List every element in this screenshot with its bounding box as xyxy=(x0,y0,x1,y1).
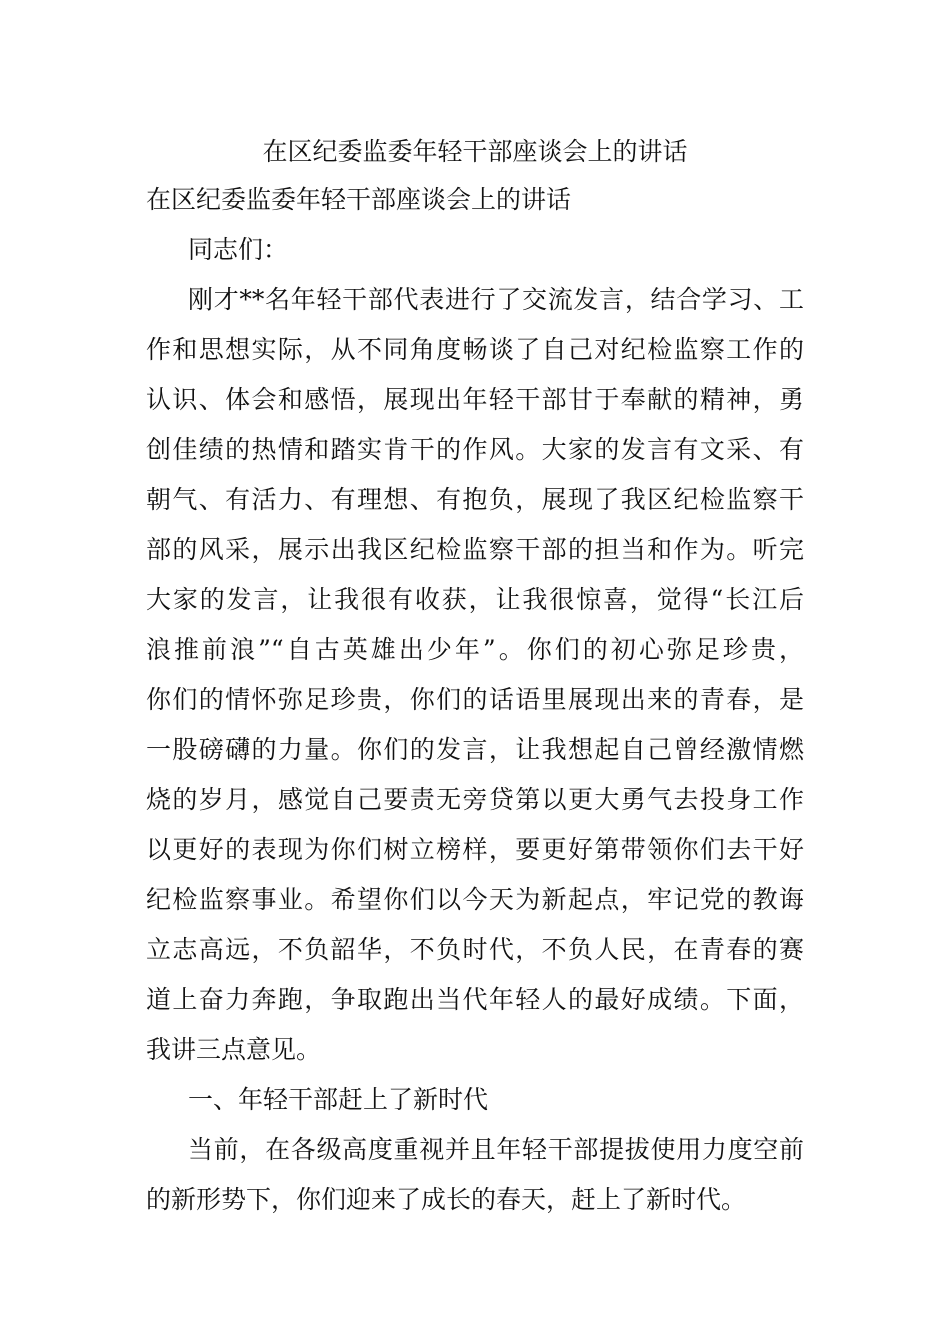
body-line: 大家的发言，让我很有收获，让我很惊喜，觉得“长江后 xyxy=(146,585,804,614)
body-line: 当前，在各级高度重视并且年轻干部提拔使用力度空前 xyxy=(188,1135,804,1164)
body-line: 刚才**名年轻干部代表进行了交流发言，结合学习、工 xyxy=(188,285,804,314)
body-line: 纪检监察事业。希望你们以今天为新起点，牢记党的教诲 xyxy=(146,885,804,914)
body-line: 立志高远，不负韶华，不负时代，不负人民，在青春的赛 xyxy=(146,935,804,964)
document-title: 在区纪委监委年轻干部座谈会上的讲话 xyxy=(262,137,688,166)
salutation: 同志们： xyxy=(188,235,289,264)
body-line: 作和思想实际，从不同角度畅谈了自己对纪检监察工作的 xyxy=(146,335,804,364)
body-line: 烧的岁月，感觉自己要责无旁贷第以更大勇气去投身工作 xyxy=(146,785,804,814)
body-line: 以更好的表现为你们树立榜样，要更好第带领你们去干好 xyxy=(146,835,804,864)
body-line: 道上奋力奔跑，争取跑出当代年轻人的最好成绩。下面， xyxy=(146,985,804,1014)
section-heading: 一、年轻干部赶上了新时代 xyxy=(188,1085,489,1114)
body-line: 一股磅礴的力量。你们的发言，让我想起自己曾经激情燃 xyxy=(146,735,804,764)
subtitle-line: 在区纪委监委年轻干部座谈会上的讲话 xyxy=(146,185,572,214)
body-line: 部的风采，展示出我区纪检监察干部的担当和作为。听完 xyxy=(146,535,804,564)
body-line: 你们的情怀弥足珍贵，你们的话语里展现出来的青春，是 xyxy=(146,685,804,714)
body-line: 朝气、有活力、有理想、有抱负，展现了我区纪检监察干 xyxy=(146,485,804,514)
body-line: 我讲三点意见。 xyxy=(146,1035,322,1064)
body-line: 创佳绩的热情和踏实肯干的作风。大家的发言有文采、有 xyxy=(146,435,804,464)
body-line: 浪推前浪”“自古英雄出少年”。你们的初心弥足珍贵， xyxy=(146,635,804,664)
body-line: 的新形势下，你们迎来了成长的春天，赶上了新时代。 xyxy=(146,1185,747,1214)
body-line: 认识、体会和感悟，展现出年轻干部甘于奉献的精神，勇 xyxy=(146,385,804,414)
